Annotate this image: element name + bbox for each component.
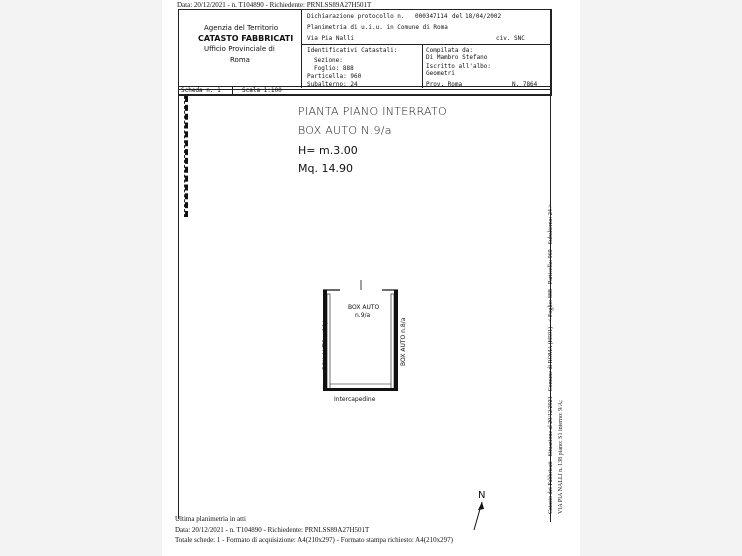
right-gutter <box>580 0 742 556</box>
compiler-prov: Prov. Roma <box>426 81 463 88</box>
planimetry-text: Planimetria di u.i.u. in Comune di Roma <box>307 24 448 31</box>
ident-subalterno: Subalterno: 24 <box>307 81 358 88</box>
box-label2: n.9/a <box>355 312 371 319</box>
ident-title: Identificativi Catastali: <box>307 47 398 54</box>
ident-particella: Particella: 960 <box>307 73 362 80</box>
header-mid-line <box>301 44 551 45</box>
right-wall <box>394 290 398 390</box>
civ-text: civ. SNC <box>496 35 525 42</box>
compiler-albo: Iscritto all'albo: <box>426 63 492 70</box>
scala-label: Scala 1:100 <box>242 87 282 94</box>
compiler-profession: Geometri <box>426 70 455 77</box>
plan-area: Mq. 14.90 <box>298 162 353 175</box>
right-wall-inner <box>391 294 394 390</box>
plan-height: H= m.3.00 <box>298 144 358 157</box>
agency-line3: Ufficio Provinciale di <box>204 45 275 53</box>
protocol-date: 18/04/2002 <box>465 13 502 20</box>
protocol-label: Dichiarazione protocollo n. <box>307 13 405 20</box>
plan-title2: BOX AUTO N.9/a <box>298 124 392 137</box>
scheda-label: Scheda n. 1 <box>181 87 221 94</box>
side-text-line2: VIA PIA NALLI n. 138 piano: S1 interno: 9/A; <box>558 400 564 514</box>
compiler-number: N. 7864 <box>512 81 538 88</box>
ident-divider <box>422 44 423 88</box>
footer-line3: Totale schede: 1 - Formato di acquisizione: A4(210x297) - Formato stampa richiesto: A4(210x297) <box>175 536 453 544</box>
agency-line4: Roma <box>230 56 250 64</box>
agency-line2: CATASTO FABBRICATI <box>198 34 294 43</box>
compiler-title: Compilata da: <box>426 47 473 54</box>
box-label1: BOX AUTO <box>348 304 380 311</box>
header-divider <box>301 9 302 88</box>
left-gutter <box>0 0 162 556</box>
top-header: Data: 20/12/2021 - n. T104890 - Richiedente: PRNLSS89A27H501T <box>177 1 372 9</box>
protocol-date-label: del <box>452 13 463 20</box>
north-arrow-icon <box>468 500 488 534</box>
plan-title1: PIANTA PIANO INTERRATO <box>298 105 447 118</box>
agency-line1: Agenzia del Territorio <box>204 24 279 32</box>
drawing-dash-edge <box>184 96 188 217</box>
side-text-line1: Catasto dei Fabbricati - Situazione al 20/12/2021 - Comune di ROMA (H501) - < Foglio: 888 - Particella: 960 - Subalterno: 24 > <box>548 204 554 514</box>
left-box-label: BOX AUTO n.10/a <box>322 317 329 370</box>
compiler-name: Di Mambro Stefano <box>426 54 488 61</box>
protocol-number: 000347114 <box>415 13 448 20</box>
bottom-wall <box>323 388 398 391</box>
ident-foglio: Foglio: 888 <box>314 65 354 72</box>
address-text: Via Pia Nalli <box>307 35 354 42</box>
north-label: N <box>478 490 486 501</box>
footer-line2: Data: 20/12/2021 - n. T104890 - Richiedente: PRNLSS89A27H501T <box>175 526 370 534</box>
ident-sezione: Sezione: <box>314 57 343 64</box>
right-box-label: BOX AUTO n.8/a <box>400 317 407 366</box>
bottom-label: Intercapedine <box>334 396 376 403</box>
cadastral-sheet <box>162 0 580 556</box>
footer-line1: Ultima planimetria in atti <box>175 515 246 523</box>
